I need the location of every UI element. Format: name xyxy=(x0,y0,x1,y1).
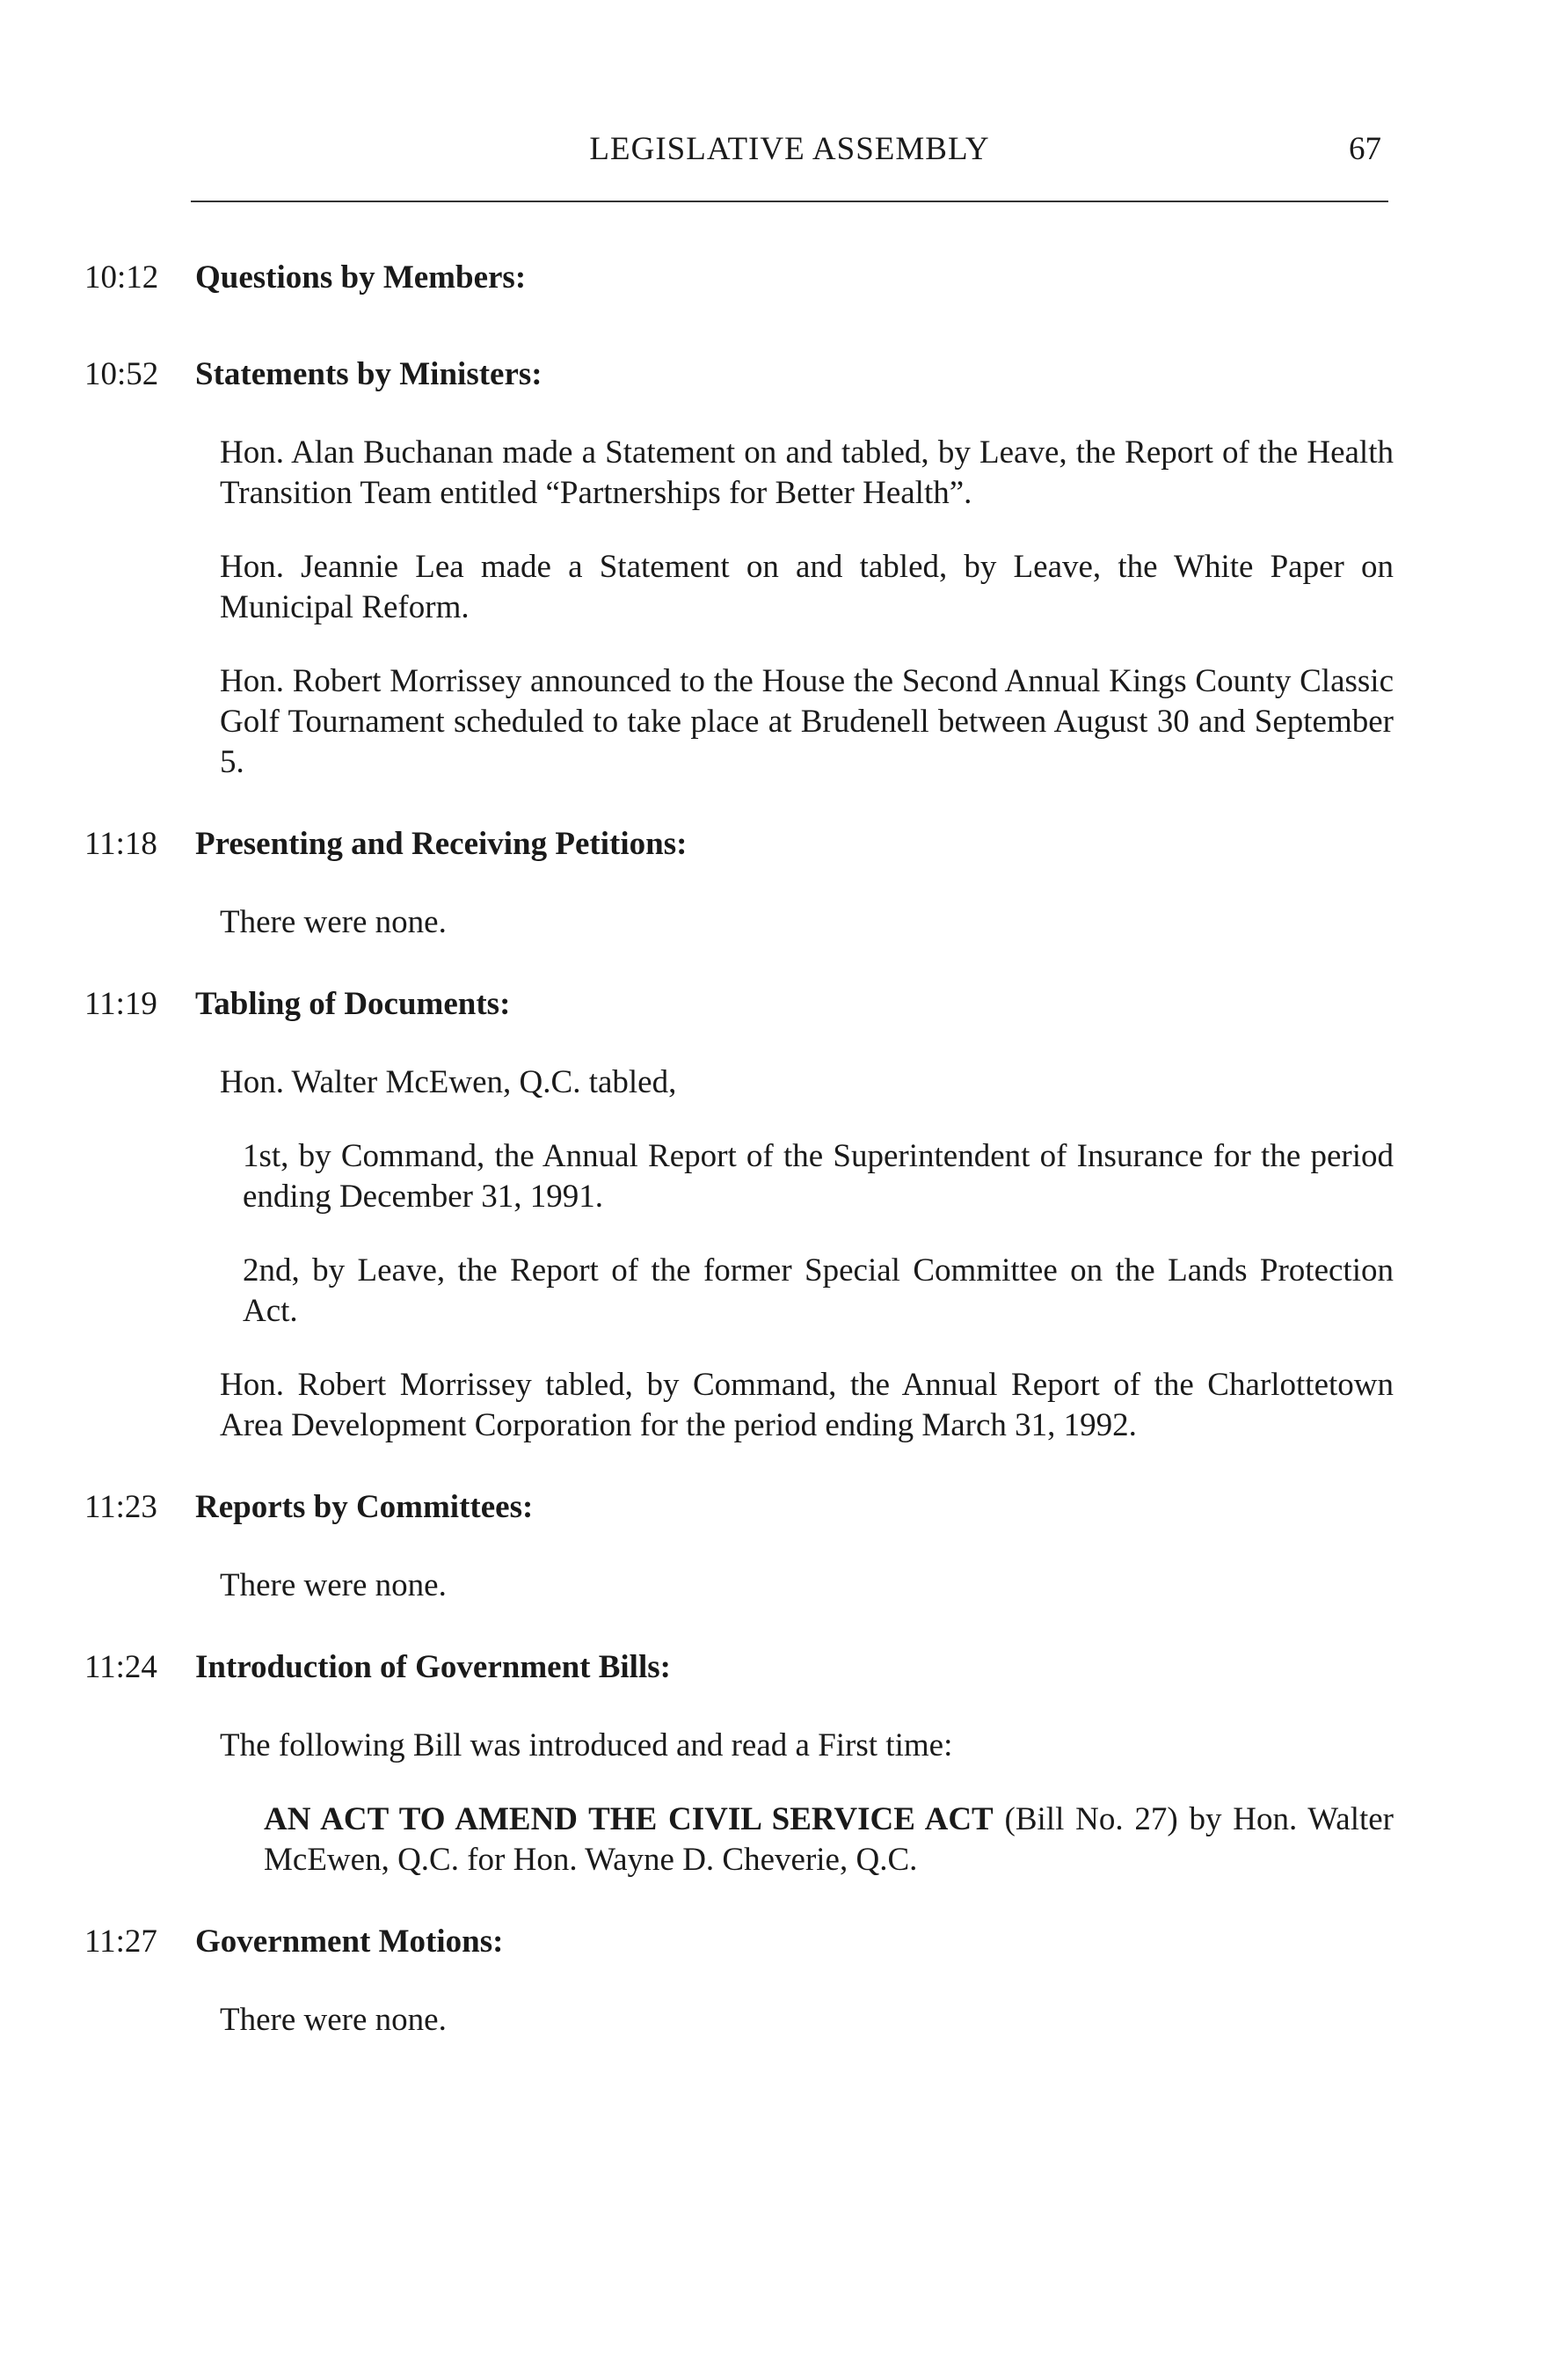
section-tabling-of-documents xyxy=(0,985,1551,1446)
section-head xyxy=(0,985,1551,1034)
page-number: 67 xyxy=(1349,131,1381,167)
statement-paragraph: Hon. Robert Morrissey announced to the House the Second Annual Kings County Classic Golf Tournament scheduled to take place at Brudenell between August 30 and September 5. xyxy=(220,663,1394,780)
running-title: LEGISLATIVE ASSEMBLY xyxy=(589,131,990,167)
bills-intro: The following Bill was introduced and read a First time: xyxy=(220,1727,953,1763)
motions-paragraph: There were none. xyxy=(220,2002,447,2038)
section-heading: Reports by Committees: xyxy=(195,1489,534,1525)
section-government-bills xyxy=(0,1648,1551,1880)
section-statements-by-ministers xyxy=(0,355,1551,783)
time-stamp: 11:19 xyxy=(84,986,157,1022)
committees-paragraph: There were none. xyxy=(220,1567,447,1603)
section-heading: Government Motions: xyxy=(195,1924,504,1960)
tabled-item: 2nd, by Leave, the Report of the former Special Committee on the Lands Protection Act. xyxy=(243,1252,1394,1329)
time-stamp: 11:27 xyxy=(84,1924,157,1960)
section-head xyxy=(0,355,1551,405)
tabling-intro: Hon. Walter McEwen, Q.C. tabled, xyxy=(220,1064,677,1100)
section-questions-by-members xyxy=(0,259,1551,308)
section-heading: Questions by Members: xyxy=(195,259,527,296)
section-heading: Statements by Ministers: xyxy=(195,356,542,392)
section-head xyxy=(0,259,1551,308)
bill-entry xyxy=(264,1800,1394,1880)
header-rule xyxy=(191,201,1388,202)
time-stamp: 10:52 xyxy=(84,356,159,392)
tabling-closing: Hon. Robert Morrissey tabled, by Command, the Annual Report of the Charlottetown Area Development Corporation for the period ending March 31, 1992. xyxy=(220,1367,1394,1443)
section-government-motions xyxy=(0,1923,1551,2041)
petitions-paragraph: There were none. xyxy=(220,904,447,940)
page-header xyxy=(191,130,1388,174)
section-heading: Presenting and Receiving Petitions: xyxy=(195,826,688,862)
time-stamp: 11:24 xyxy=(84,1649,157,1685)
time-stamp: 11:18 xyxy=(84,826,157,862)
journal-body xyxy=(0,259,1551,2083)
section-reports-by-committees xyxy=(0,1488,1551,1606)
statement-paragraph: Hon. Jeannie Lea made a Statement on and tabled, by Leave, the White Paper on Municipal Reform. xyxy=(220,549,1394,625)
bill-title: AN ACT TO AMEND THE CIVIL SERVICE ACT xyxy=(264,1801,994,1837)
section-heading: Tabling of Documents: xyxy=(195,986,511,1022)
section-head xyxy=(0,1648,1551,1697)
time-stamp: 10:12 xyxy=(84,259,159,296)
bill-details: (Bill No. 27) by Hon. Walter McEwen, Q.C. for Hon. Wayne D. Cheverie, Q.C. xyxy=(264,1801,1394,1878)
section-heading: Introduction of Government Bills: xyxy=(195,1649,671,1685)
section-head xyxy=(0,1488,1551,1537)
statement-paragraph: Hon. Alan Buchanan made a Statement on and tabled, by Leave, the Report of the Health Transition Team entitled “Partnerships for Better Health”. xyxy=(220,434,1394,511)
section-head xyxy=(0,1923,1551,1972)
section-head xyxy=(0,825,1551,874)
section-petitions xyxy=(0,825,1551,943)
time-stamp: 11:23 xyxy=(84,1489,157,1525)
tabled-item: 1st, by Command, the Annual Report of the Superintendent of Insurance for the period ending December 31, 1991. xyxy=(243,1138,1394,1215)
